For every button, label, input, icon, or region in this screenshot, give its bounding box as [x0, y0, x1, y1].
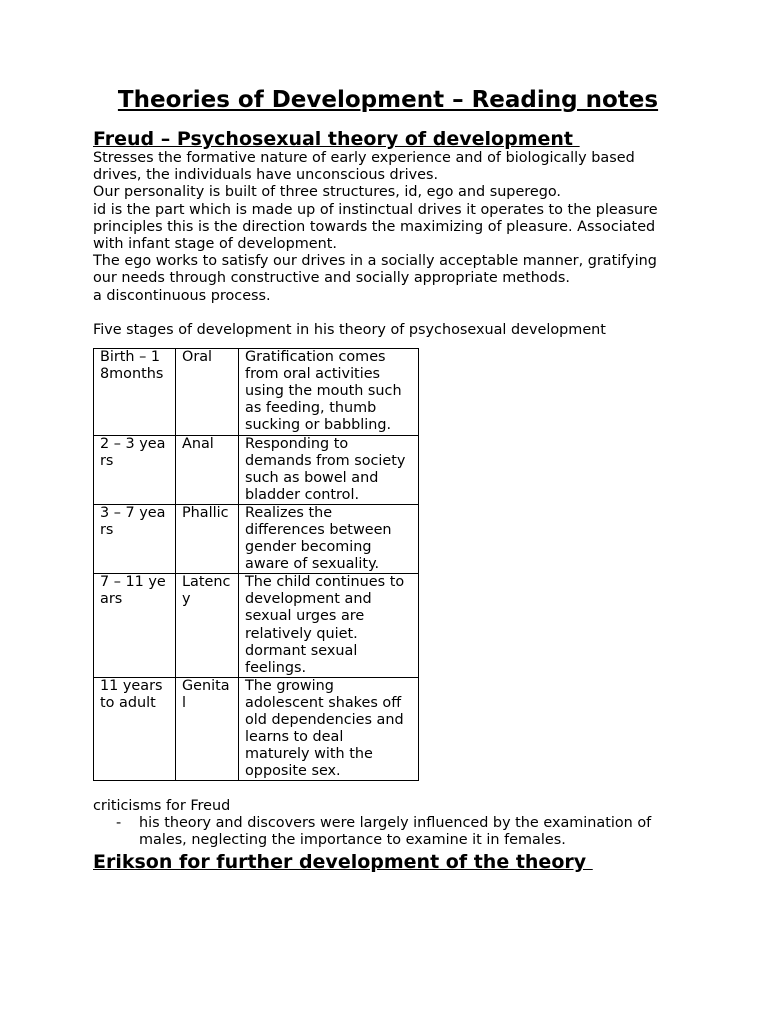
document-title: Theories of Development – Reading notes: [117, 87, 659, 113]
stage-description-cell: Gratification comes from oral activities using the mouth such as feeding, thumb sucking or babbling.: [239, 349, 419, 435]
document-page: [93, 86, 683, 873]
table-row: [94, 677, 419, 781]
criticisms-list: [93, 815, 683, 849]
stages-intro: Five stages of development in his theory of psychosexual development: [93, 321, 606, 338]
list-marker: -: [116, 815, 122, 832]
stage-age-cell: Birth – 18months: [94, 349, 176, 435]
stage-age-cell: 2 – 3 years: [94, 435, 176, 504]
erikson-heading: Erikson for further development of the theory: [93, 851, 593, 874]
stage-name-cell: Phallic: [176, 504, 239, 573]
table-row: [94, 349, 419, 435]
stage-name-cell: Genital: [176, 677, 239, 781]
freud-paragraph-3: id is the part which is made up of instinctual drives it operates to the pleasure principles this is the direction towards the maximizing of pleasure. Associated with infant stage of development.: [93, 201, 658, 253]
stage-description-cell: Realizes the differences between gender becoming aware of sexuality.: [239, 504, 419, 573]
stage-age-cell: 7 – 11 years: [94, 574, 176, 678]
stage-description-cell: The child continues to development and sexual urges are relatively quiet. dormant sexual feelings.: [239, 574, 419, 678]
stage-name-cell: Latency: [176, 574, 239, 678]
list-item: [93, 815, 683, 849]
stage-description-cell: The growing adolescent shakes off old dependencies and learns to deal maturely with the opposite sex.: [239, 677, 419, 781]
stage-name-cell: Anal: [176, 435, 239, 504]
table-row: [94, 574, 419, 678]
criticism-text: his theory and discovers were largely influenced by the examination of males, neglecting the importance to examine it in females.: [139, 815, 652, 849]
stage-name-cell: Oral: [176, 349, 239, 435]
freud-paragraph-4: The ego works to satisfy our drives in a socially acceptable manner, gratifying our needs through constructive and socially appropriate methods.: [93, 253, 657, 287]
stage-age-cell: 3 – 7 years: [94, 504, 176, 573]
freud-paragraph-2: Our personality is built of three structures, id, ego and superego.: [93, 184, 562, 201]
freud-paragraph-5: a discontinuous process.: [93, 287, 271, 304]
blank-line: [93, 305, 683, 322]
table-row: [94, 504, 419, 573]
stage-age-cell: 11 years to adult: [94, 677, 176, 781]
stages-table: [93, 348, 419, 781]
table-row: [94, 435, 419, 504]
freud-heading: Freud – Psychosexual theory of development: [93, 128, 580, 150]
stage-description-cell: Responding to demands from society such as bowel and bladder control.: [239, 435, 419, 504]
criticisms-title: criticisms for Freud: [93, 798, 231, 815]
freud-paragraph-1: Stresses the formative nature of early experience and of biologically based drives, the individuals have unconscious drives.: [93, 150, 635, 184]
